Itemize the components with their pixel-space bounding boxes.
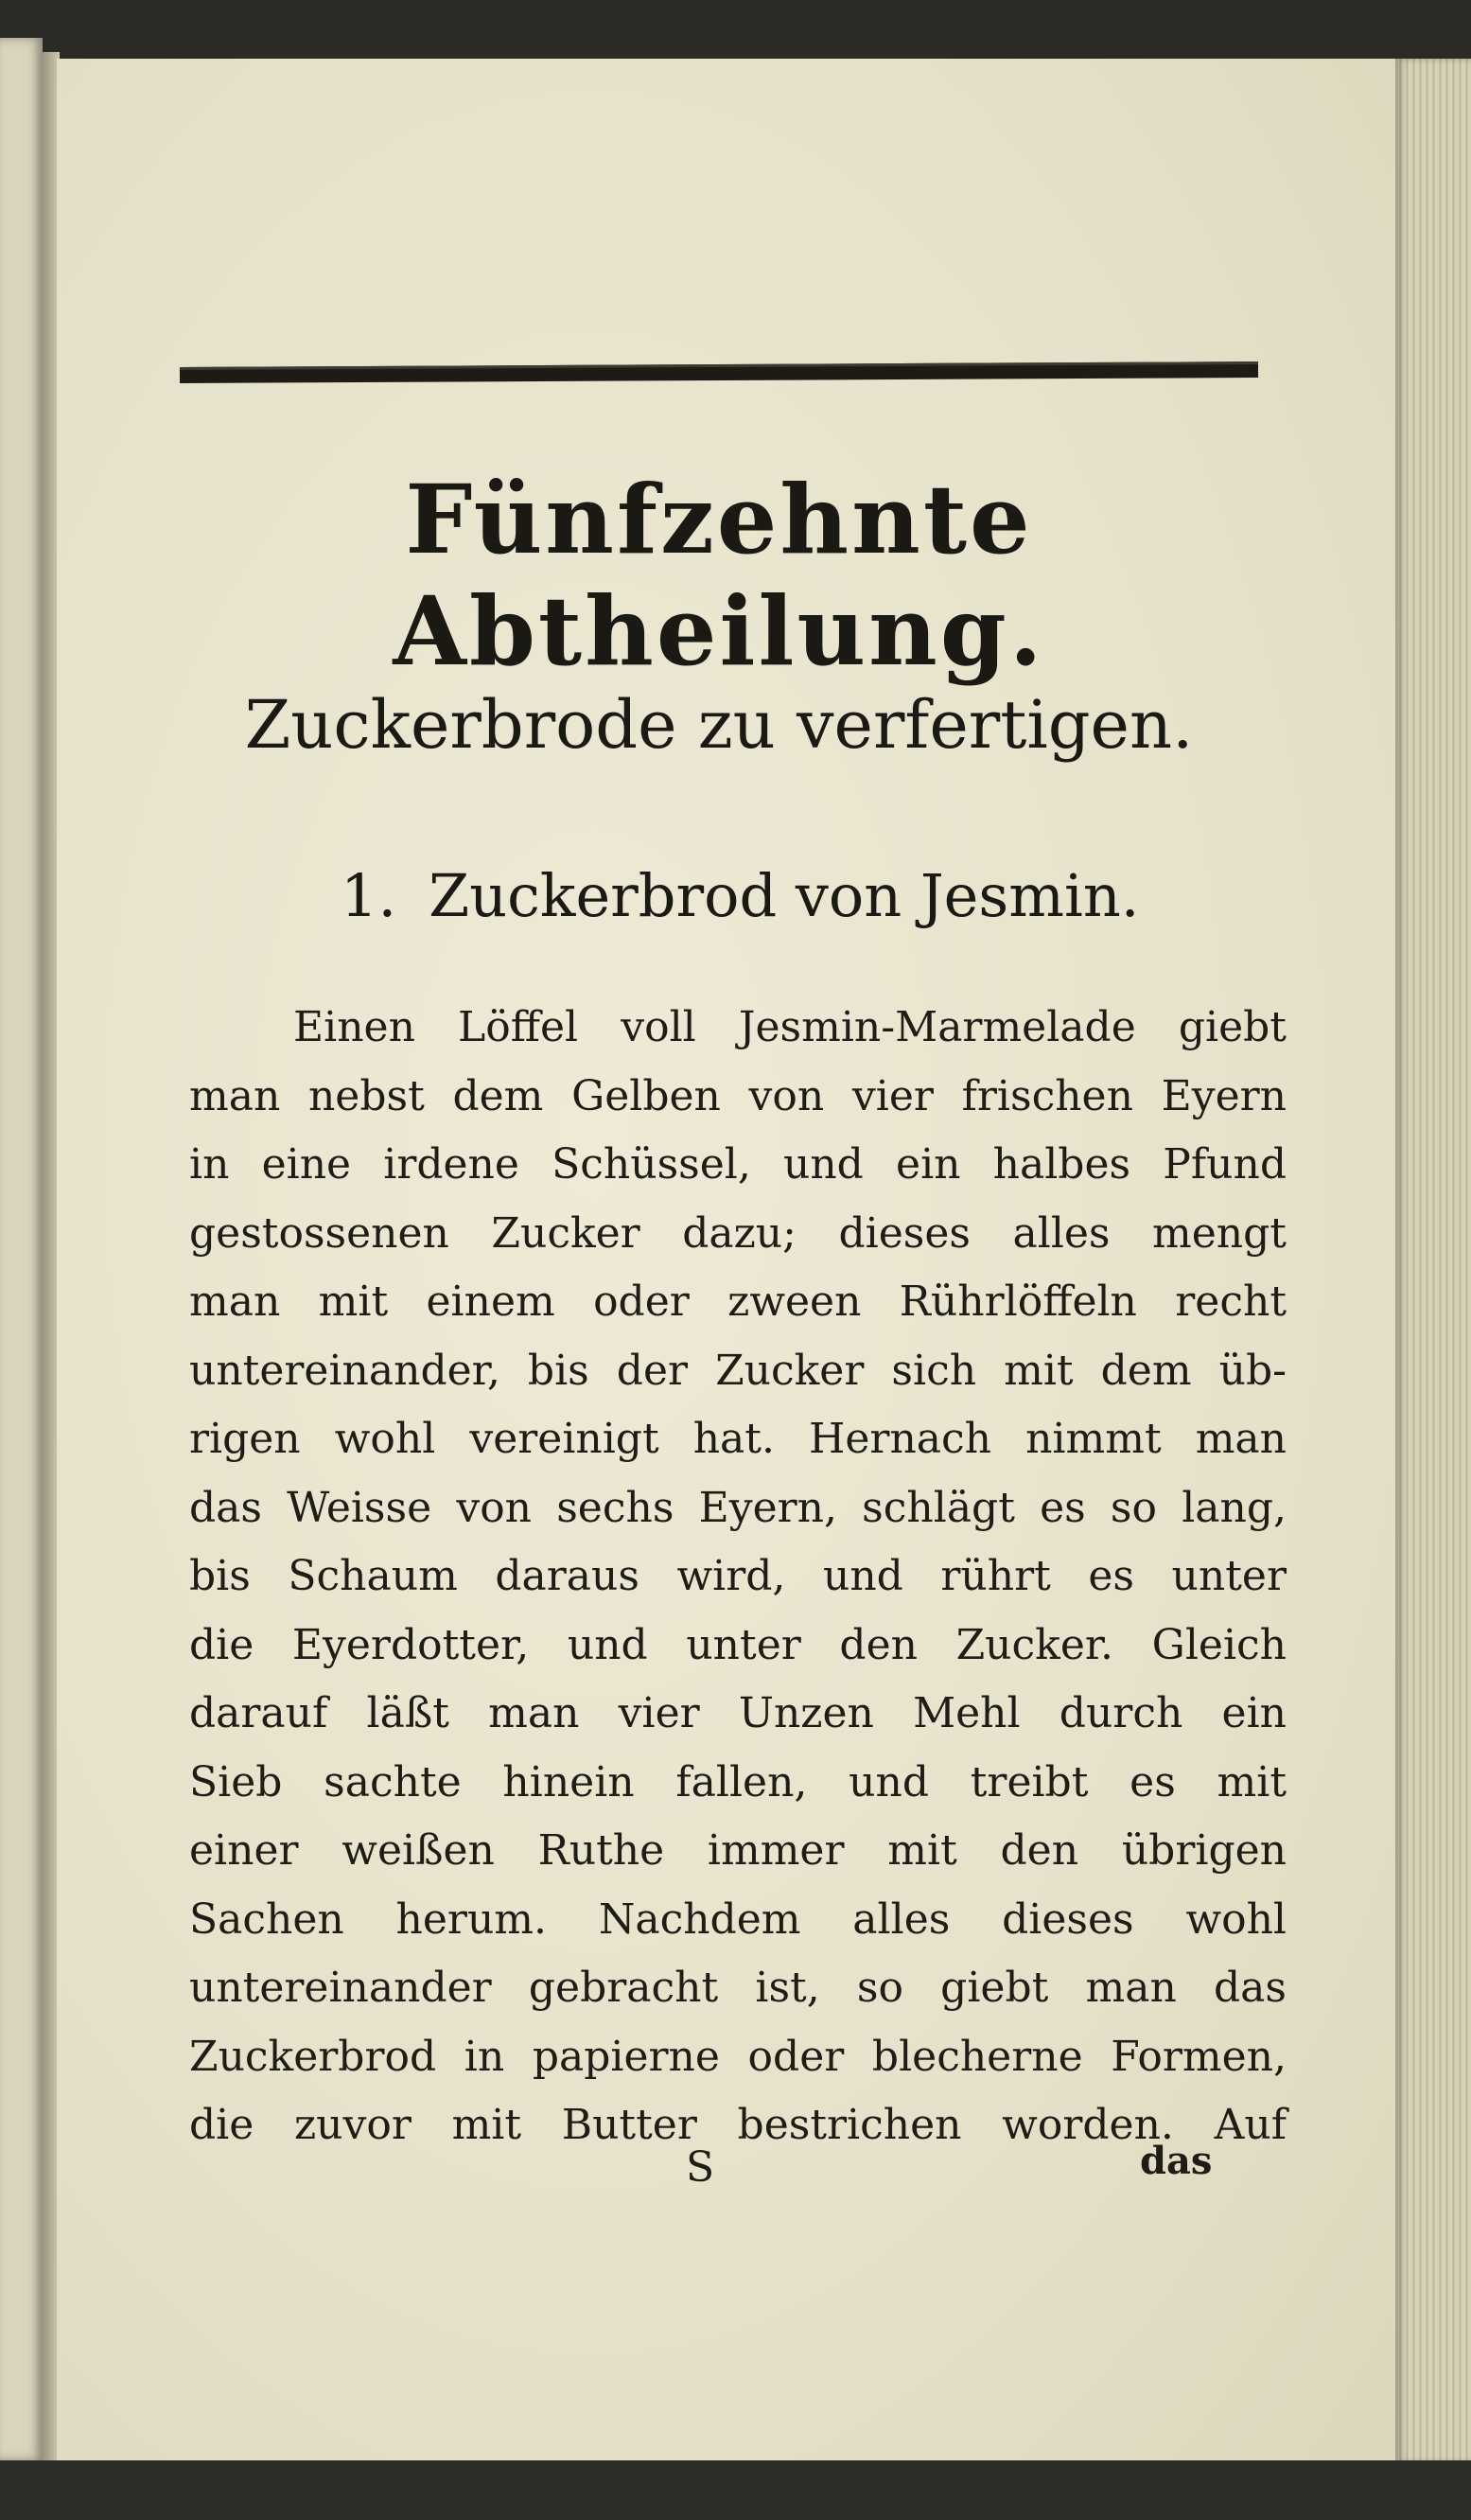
body-line: in eine irdene Schüssel, und ein halbes Pfund [189, 1140, 1287, 1189]
body-line: Sachen herum. Nachdem alles dieses wohl [189, 1894, 1287, 1944]
page-stack-edge [1395, 59, 1471, 2462]
scan-background-bottom [0, 2460, 1471, 2520]
body-line: gestossenen Zucker dazu; dieses alles mengt [189, 1208, 1287, 1258]
body-line: die zuvor mit Butter bestrichen worden. Auf [189, 2101, 1287, 2149]
body-line: Sieb sachte hinein fallen, und treibt es mit [189, 1757, 1287, 1806]
recipe-number: 1. [341, 861, 397, 930]
scan-background-top [0, 0, 1471, 59]
body-line: darauf läßt man vier Unzen Mehl durch ein [189, 1689, 1287, 1737]
facing-page-edge [0, 38, 43, 2460]
section-subtitle: Zuckerbrode zu verfertigen. [244, 686, 1194, 764]
body-line: Einen Löffel voll Jesmin-Marmelade giebt [293, 1003, 1287, 1051]
signature-mark: S [686, 2143, 715, 2192]
body-line: man mit einem oder zween Rührlöffeln recht [189, 1278, 1287, 1326]
body-line: man nebst dem Gelben von vier frischen Eyern [189, 1071, 1287, 1120]
section-title: Fünfzehnte Abtheilung. [393, 464, 1045, 687]
body-line: Zuckerbrod in papierne oder blecherne Formen, [189, 2032, 1287, 2081]
body-line: einer weißen Ruthe immer mit den übrigen [189, 1826, 1287, 1875]
body-line: bis Schaum daraus wird, und rührt es unter [189, 1552, 1287, 1600]
body-line: das Weisse von sechs Eyern, schlägt es so lang, [189, 1483, 1287, 1532]
body-line: die Eyerdotter, und unter den Zucker. Gleich [189, 1620, 1287, 1669]
recipe-body [189, 994, 1287, 2160]
body-line: rigen wohl vereinigt hat. Hernach nimmt man [189, 1415, 1287, 1463]
body-line: untereinander, bis der Zucker sich mit dem üb- [189, 1346, 1287, 1395]
catchword: das [1140, 2139, 1213, 2183]
recipe-title: Zuckerbrod von Jesmin. [429, 861, 1140, 930]
recipe-heading [341, 861, 1192, 930]
body-line: untereinander gebracht ist, so giebt man das [189, 1964, 1287, 2012]
